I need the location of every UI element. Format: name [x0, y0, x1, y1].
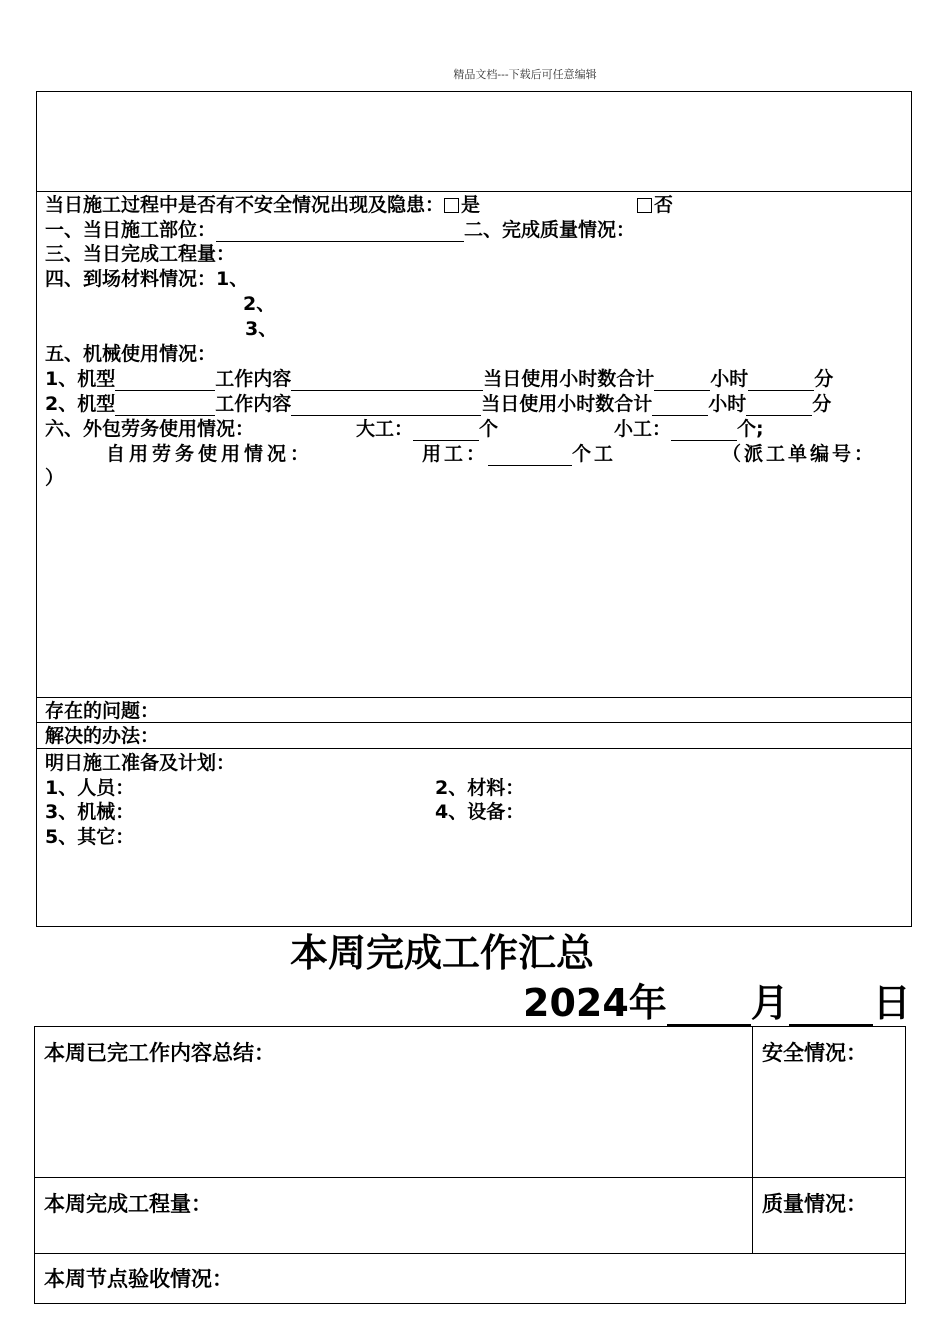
no-label: 否: [654, 194, 674, 216]
use-worker-group: [422, 442, 616, 466]
month-field[interactable]: [667, 988, 751, 1026]
row-divider: [36, 191, 912, 192]
machine-hours-label: 当日使用小时数合计: [481, 393, 653, 415]
day-field[interactable]: [789, 988, 873, 1026]
weekly-date: [523, 980, 911, 1026]
safety-question: 当日施工过程中是否有不安全情况出现及隐患：: [45, 194, 445, 216]
machine-row-1: [45, 367, 833, 391]
row-divider: [36, 748, 912, 749]
weekly-quantity-label: 本周完成工程量：: [44, 1192, 212, 1216]
problems-label: 存在的问题：: [45, 700, 160, 722]
machine-hours-field[interactable]: [654, 371, 710, 391]
hour-unit: 小时: [710, 368, 749, 390]
machine-prefix: 2、机型: [45, 393, 116, 415]
row-divider: [34, 1253, 906, 1254]
machine-content-label: 工作内容: [215, 393, 292, 415]
machine-type-field[interactable]: [115, 396, 215, 416]
weekly-quality-label: 质量情况：: [762, 1192, 867, 1216]
quantity-label: 三、当日完成工程量：: [45, 243, 236, 265]
no-option: [637, 193, 673, 217]
materials-item-2: 2、: [243, 293, 276, 315]
row-divider: [36, 697, 912, 698]
big-worker-unit: 个: [479, 418, 499, 440]
no-checkbox[interactable]: [637, 198, 652, 213]
machinery-label: 五、机械使用情况：: [45, 343, 217, 365]
column-divider: [752, 1026, 753, 1253]
year-value: 2024: [523, 981, 629, 1025]
weekly-node-label: 本周节点验收情况：: [44, 1267, 233, 1291]
small-worker-label: 小工：: [614, 418, 672, 440]
part-field[interactable]: [216, 222, 464, 242]
part-label: 一、当日施工部位：: [45, 219, 217, 241]
machine-hours-field[interactable]: [652, 396, 708, 416]
year-char: 年: [628, 981, 667, 1025]
materials-label: 四、到场材料情况：1、: [45, 268, 249, 290]
machine-row-2: [45, 392, 831, 416]
part-line: [45, 218, 635, 242]
use-worker-unit: 个工: [572, 443, 617, 465]
machine-content-field[interactable]: [291, 371, 483, 391]
dispatch-number-label: （派工单编号：: [722, 443, 877, 465]
close-paren: ）: [45, 467, 65, 489]
small-worker-unit: 个;: [737, 418, 764, 440]
safety-question-line: [45, 193, 480, 217]
hour-unit: 小时: [708, 393, 747, 415]
weekly-title: 本周完成工作汇总: [290, 931, 595, 975]
weekly-table: [34, 1026, 906, 1304]
plan-other: 5、其它：: [45, 826, 135, 848]
small-worker-group: [614, 417, 764, 441]
machine-content-field[interactable]: [291, 396, 481, 416]
use-worker-label: 用工：: [422, 443, 489, 465]
machine-hours-label: 当日使用小时数合计: [483, 368, 655, 390]
machine-type-field[interactable]: [115, 371, 215, 391]
solutions-label: 解决的办法：: [45, 725, 160, 747]
row-divider: [34, 1177, 906, 1178]
plan-equipment: 4、设备：: [435, 801, 525, 823]
machine-content-label: 工作内容: [215, 368, 292, 390]
weekly-summary-label: 本周已完工作内容总结：: [44, 1041, 275, 1065]
plan-personnel: 1、人员：: [45, 777, 135, 799]
plan-machinery: 3、机械：: [45, 801, 135, 823]
month-char: 月: [750, 981, 789, 1025]
row-divider: [36, 722, 912, 723]
plan-title: 明日施工准备及计划：: [45, 752, 236, 774]
materials-item-3: 3、: [245, 318, 278, 340]
machine-prefix: 1、机型: [45, 368, 116, 390]
labor-label: 六、外包劳务使用情况：: [45, 418, 255, 440]
use-worker-field[interactable]: [488, 446, 572, 466]
own-labor-label: 自用劳务使用情况：: [106, 443, 314, 465]
small-worker-field[interactable]: [671, 421, 737, 441]
big-worker-field[interactable]: [413, 421, 479, 441]
minute-unit: 分: [812, 393, 832, 415]
yes-checkbox[interactable]: [444, 198, 459, 213]
machine-minutes-field[interactable]: [746, 396, 812, 416]
quality-label: 二、完成质量情况：: [464, 219, 636, 241]
header-note: 精品文档---下载后可任意编辑: [453, 68, 597, 81]
weekly-safety-label: 安全情况：: [762, 1041, 867, 1065]
yes-label: 是: [461, 194, 481, 216]
big-worker-label: 大工：: [356, 418, 414, 440]
big-worker-group: [356, 417, 498, 441]
minute-unit: 分: [814, 368, 834, 390]
plan-material: 2、材料：: [435, 777, 525, 799]
machine-minutes-field[interactable]: [748, 371, 814, 391]
day-char: 日: [872, 981, 911, 1025]
